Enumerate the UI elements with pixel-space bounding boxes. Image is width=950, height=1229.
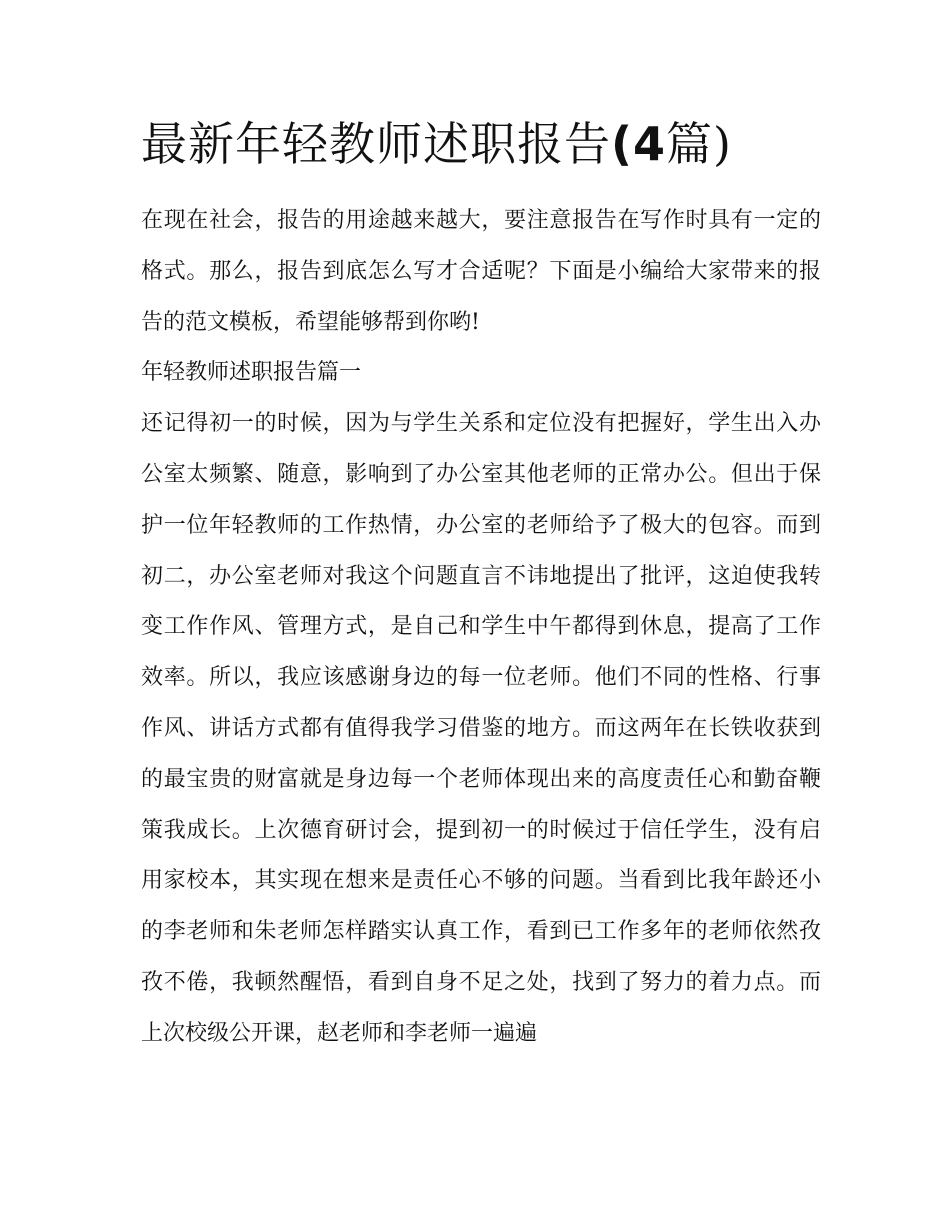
- title-number: 4: [633, 117, 667, 171]
- section-heading: 年轻教师述职报告篇一: [141, 360, 362, 386]
- title-paren-open: (: [611, 117, 634, 171]
- document-title: [141, 112, 821, 176]
- title-suffix: 篇): [666, 117, 732, 171]
- title-main: 最新年轻教师述职报告: [141, 117, 611, 171]
- document-page: [141, 112, 821, 1060]
- document-body: [141, 196, 821, 1060]
- section-paragraph: 还记得初一的时候，因为与学生关系和定位没有把握好，学生出入办公室太频繁、随意，影响到了办公室其他老师的正常办公。但出于保护一位年轻教师的工作热情，办公室的老师给予了极大的包容。而到初二，办公室老师对我这个问题直言不讳地提出了批评，这迫使我转变工作作风、管理方式，是自己和学生中午都得到休息，提高了工作效率。所以，我应该感谢身边的每一位老师。他们不同的性格、行事作风、讲话方式都有值得我学习借鉴的地方。而这两年在长铁收获到的最宝贵的财富就是身边每一个老师体现出来的高度责任心和勤奋鞭策我成长。上次德育研讨会，提到初一的时候过于信任学生，没有启用家校本，其实现在想来是责任心不够的问题。当看到比我年龄还小的李老师和朱老师怎样踏实认真工作，看到已工作多年的老师依然孜孜不倦，我顿然醒悟，看到自身不足之处，找到了努力的着力点。而上次校级公开课，赵老师和李老师一遍遍: [141, 411, 821, 1046]
- intro-paragraph: 在现在社会，报告的用途越来越大，要注意报告在写作时具有一定的格式。那么，报告到底怎么写才合适呢？下面是小编给大家带来的报告的范文模板，希望能够帮到你哟!: [141, 208, 821, 335]
